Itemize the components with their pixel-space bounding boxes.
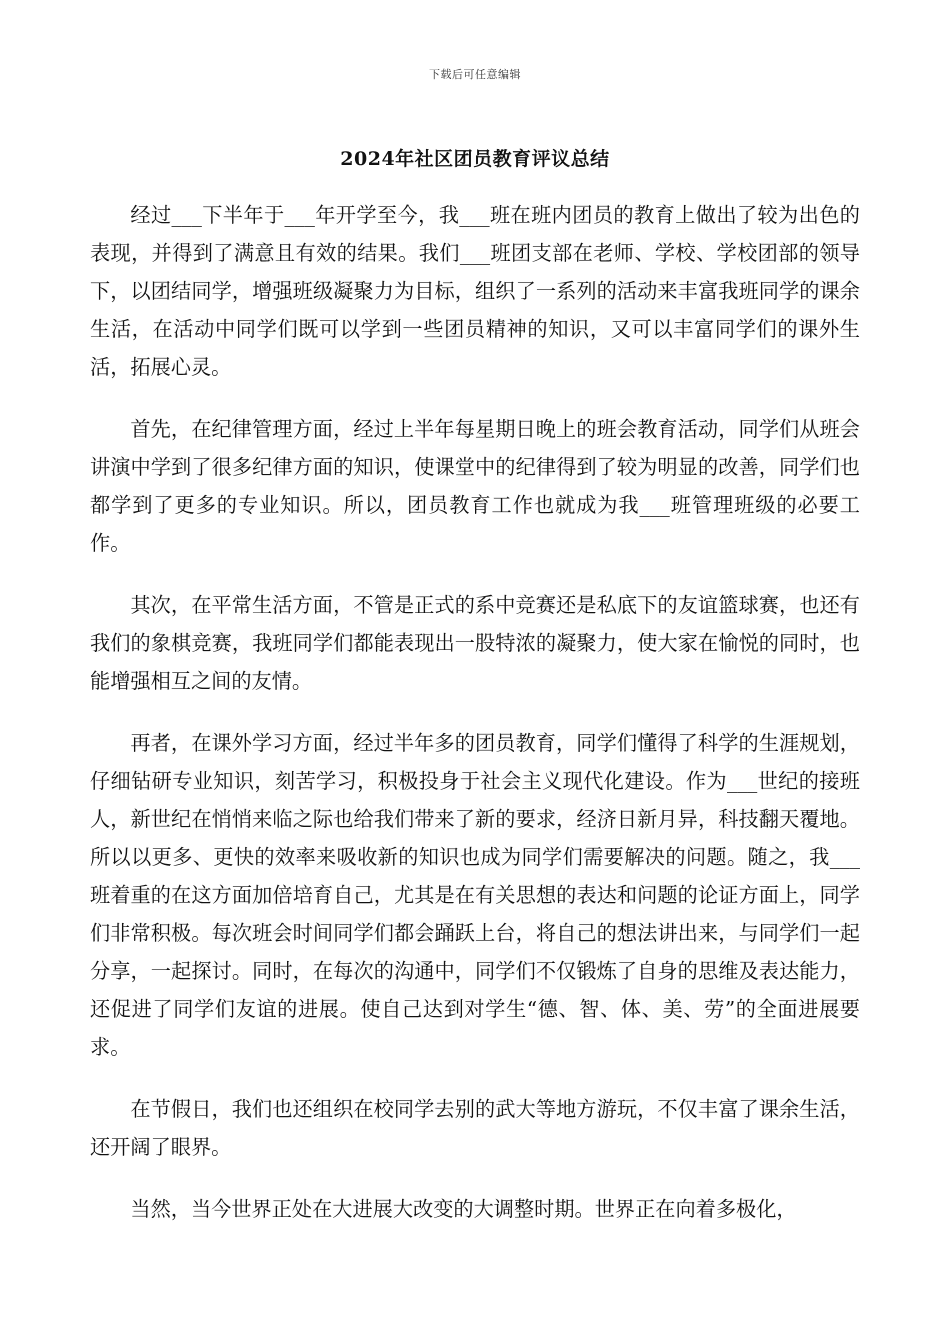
paragraph-3: 其次，在平常生活方面，不管是正式的系中竞赛还是私底下的友谊篮球赛，也还有我们的象棋竞赛，我班同学们都能表现出一股特浓的凝聚力，使大家在愉悦的同时，也能增强相互之间的友情。 [90, 593, 860, 693]
paragraph-1: 经过___下半年于___年开学至今，我___班在班内团员的教育上做出了较为出色的表现，并得到了满意且有效的结果。我们___班团支部在老师、学校、学校团部的领导下，以团结同学，增强班级凝聚力为目标，组织了一系列的活动来丰富我班同学的课余生活，在活动中同学们既可以学到一些团员精神的知识，又可以丰富同学们的课外生活，拓展心灵。 [90, 203, 860, 379]
document-body [90, 196, 860, 1252]
header-note: 下载后可任意编辑 [429, 68, 521, 81]
paragraph-4: 再者，在课外学习方面，经过半年多的团员教育，同学们懂得了科学的生涯规划，仔细钻研专业知识，刻苦学习，积极投身于社会主义现代化建设。作为___世纪的接班人，新世纪在悄悄来临之际也给我们带来了新的要求，经济日新月异，科技翻天覆地。所以以更多、更快的效率来吸收新的知识也成为同学们需要解决的问题。随之，我___班着重的在这方面加倍培育自己，尤其是在有关思想的表达和问题的论证方面上，同学们非常积极。每次班会时间同学们都会踊跃上台，将自己的想法讲出来，与同学们一起分享，一起探讨。同时，在每次的沟通中，同学们不仅锻炼了自身的思维及表达能力，还促进了同学们友谊的进展。使自己达到对学生“德、智、体、美、劳”的全面进展要求。 [90, 731, 860, 1059]
document-title: 2024年社区团员教育评议总结 [340, 148, 610, 170]
paragraph-5: 在节假日，我们也还组织在校同学去别的武大等地方游玩，不仅丰富了课余生活，还开阔了眼界。 [90, 1097, 860, 1159]
paragraph-2: 首先，在纪律管理方面，经过上半年每星期日晚上的班会教育活动，同学们从班会讲演中学到了很多纪律方面的知识，使课堂中的纪律得到了较为明显的改善，同学们也都学到了更多的专业知识。所以，团员教育工作也就成为我___班管理班级的必要工作。 [90, 417, 860, 555]
paragraph-6: 当然，当今世界正处在大进展大改变的大调整时期。世界正在向着多极化， [130, 1197, 797, 1221]
